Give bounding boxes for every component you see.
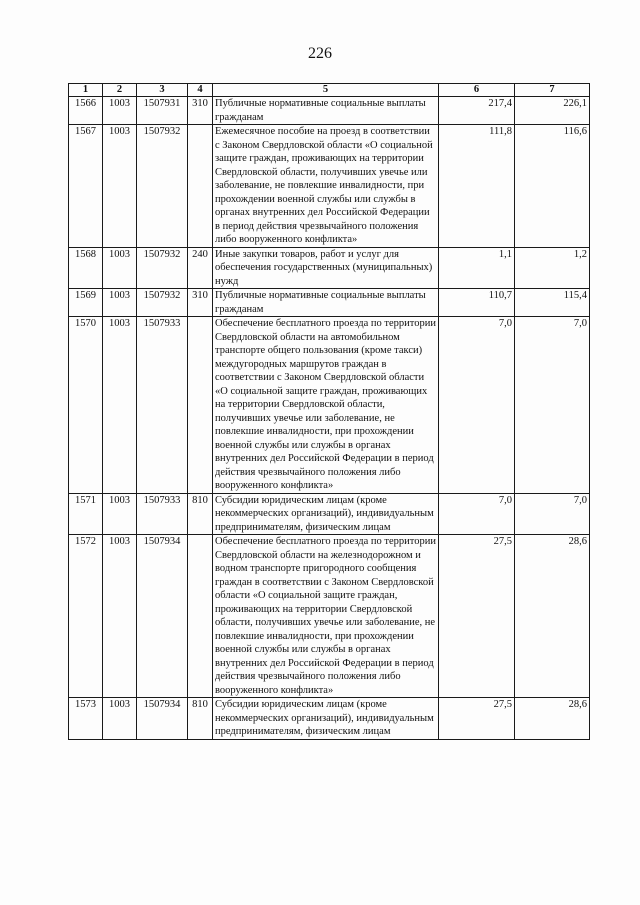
amount-col-7: 28,6 (515, 535, 590, 698)
amount-col-6: 27,5 (439, 698, 515, 740)
row-number: 1566 (69, 97, 103, 125)
section-code: 1003 (103, 698, 137, 740)
target-code: 1507933 (137, 317, 188, 494)
amount-col-7: 226,1 (515, 97, 590, 125)
amount-col-6: 111,8 (439, 125, 515, 248)
target-code: 1507932 (137, 125, 188, 248)
amount-col-7: 28,6 (515, 698, 590, 740)
row-number: 1567 (69, 125, 103, 248)
page-number: 226 (308, 45, 332, 62)
section-code: 1003 (103, 493, 137, 535)
amount-col-6: 27,5 (439, 535, 515, 698)
row-number: 1573 (69, 698, 103, 740)
section-code: 1003 (103, 317, 137, 494)
target-code: 1507932 (137, 289, 188, 317)
amount-col-7: 1,2 (515, 247, 590, 289)
header-col-7: 7 (515, 84, 590, 97)
item-name: Публичные нормативные социальные выплаты гражданам (213, 97, 439, 125)
amount-col-7: 115,4 (515, 289, 590, 317)
amount-col-6: 110,7 (439, 289, 515, 317)
item-name: Публичные нормативные социальные выплаты гражданам (213, 289, 439, 317)
table-row (69, 289, 590, 317)
row-number: 1569 (69, 289, 103, 317)
amount-col-7: 7,0 (515, 493, 590, 535)
table-row (69, 317, 590, 494)
header-row (69, 84, 590, 97)
item-name: Субсидии юридическим лицам (кроме некоммерческих организаций), индивидуальным предпринимателям, физическим лицам (213, 698, 439, 740)
section-code: 1003 (103, 97, 137, 125)
kind-code: 810 (188, 698, 213, 740)
kind-code: 310 (188, 289, 213, 317)
item-name: Обеспечение бесплатного проезда по территории Свердловской области на автомобильном транспорте общего пользования (кроме такси) междугородных маршрутов граждан в соответствии с Законом Свердловской области «О социальной защите граждан, проживающих на территории Свердловской области, получивших увечье или заболевание, не повлекшие инвалидности, при прохождении военной службы или службы в органах внутренних дел Российской Федерации в период действия чрезвычайного положения либо вооруженного конфликта» (213, 317, 439, 494)
kind-code: 310 (188, 97, 213, 125)
row-number: 1571 (69, 493, 103, 535)
header-col-2: 2 (103, 84, 137, 97)
header-col-5: 5 (213, 84, 439, 97)
amount-col-7: 116,6 (515, 125, 590, 248)
kind-code (188, 125, 213, 248)
amount-col-7: 7,0 (515, 317, 590, 494)
section-code: 1003 (103, 247, 137, 289)
table-row (69, 535, 590, 698)
budget-table (68, 83, 590, 740)
amount-col-6: 7,0 (439, 493, 515, 535)
kind-code: 810 (188, 493, 213, 535)
header-col-4: 4 (188, 84, 213, 97)
row-number: 1572 (69, 535, 103, 698)
amount-col-6: 217,4 (439, 97, 515, 125)
table-row (69, 97, 590, 125)
section-code: 1003 (103, 535, 137, 698)
target-code: 1507934 (137, 535, 188, 698)
target-code: 1507931 (137, 97, 188, 125)
target-code: 1507933 (137, 493, 188, 535)
table-row (69, 125, 590, 248)
header-col-1: 1 (69, 84, 103, 97)
table-row (69, 698, 590, 740)
amount-col-6: 1,1 (439, 247, 515, 289)
amount-col-6: 7,0 (439, 317, 515, 494)
kind-code (188, 317, 213, 494)
item-name: Обеспечение бесплатного проезда по территории Свердловской области на железнодорожном и водном транспорте пригородного сообщения граждан в соответствии с Законом Свердловской области «О социальной защите граждан, проживающих на территории Свердловской области, получивших увечье или заболевание, не повлекшие инвалидности, при прохождении военной службы или службы в органах внутренних дел Российской Федерации в период действия чрезвычайного положения либо вооруженного конфликта» (213, 535, 439, 698)
table-row (69, 247, 590, 289)
target-code: 1507934 (137, 698, 188, 740)
section-code: 1003 (103, 289, 137, 317)
item-name: Ежемесячное пособие на проезд в соответствии с Законом Свердловской области «О социальной защите граждан, проживающих на территории Свердловской области, получивших увечье или заболевание, не повлекшие инвалидности, при прохождении военной службы или службы в органах внутренних дел Российской Федерации в период действия чрезвычайного положения либо вооруженного конфликта» (213, 125, 439, 248)
table-row (69, 493, 590, 535)
kind-code (188, 535, 213, 698)
item-name: Субсидии юридическим лицам (кроме некоммерческих организаций), индивидуальным предпринимателям, физическим лицам (213, 493, 439, 535)
row-number: 1568 (69, 247, 103, 289)
header-col-6: 6 (439, 84, 515, 97)
target-code: 1507932 (137, 247, 188, 289)
header-col-3: 3 (137, 84, 188, 97)
section-code: 1003 (103, 125, 137, 248)
kind-code: 240 (188, 247, 213, 289)
row-number: 1570 (69, 317, 103, 494)
item-name: Иные закупки товаров, работ и услуг для обеспечения государственных (муниципальных) нужд (213, 247, 439, 289)
